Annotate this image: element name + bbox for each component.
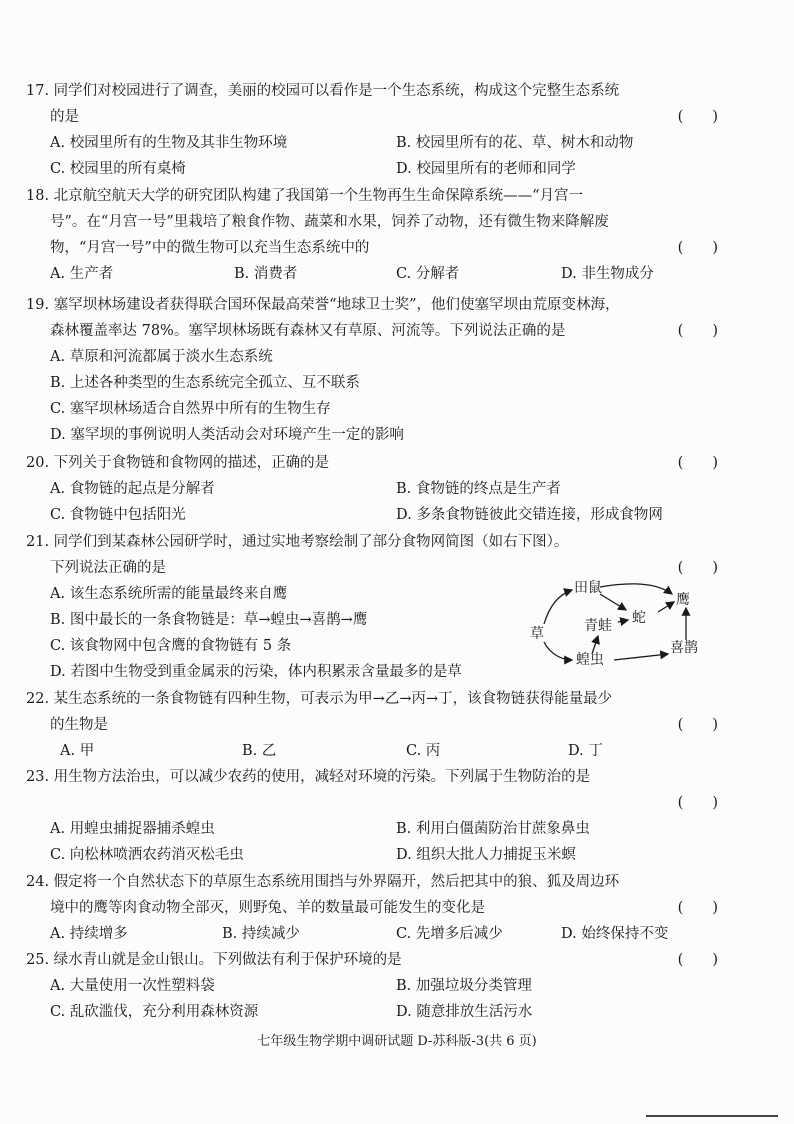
question-22-stem-line1: 22. 某生态系统的一条食物链有四种生物，可表示为甲→乙→丙→丁，该食物链获得能量最少 — [26, 691, 613, 707]
question-24-stem-line2 — [26, 895, 748, 921]
question-21-stem-line2-text: 下列说法正确的是 — [50, 560, 166, 576]
page-footer: 七年级生物学期中调研试题 D-苏科版-3(共 6 页) — [257, 1034, 537, 1049]
arrow-frog-snake — [618, 620, 628, 622]
arrow-grass-mouse — [544, 590, 572, 624]
option-b: B. 持续减少 — [222, 926, 300, 942]
answer-paren: ( ) — [677, 455, 718, 471]
option-c: C. 校园里的所有桌椅 — [50, 161, 186, 177]
arrow-mouse-snake — [600, 594, 626, 610]
option-c: C. 塞罕坝林场适合自然界中所有的生物生存 — [50, 401, 331, 417]
question-21-stem-line1: 21. 同学们到某森林公园研学时，通过实地考察绘制了部分食物网简图（如右下图）。 — [26, 534, 569, 550]
options-row — [26, 156, 748, 182]
question-19-stem-line2 — [26, 318, 748, 344]
option-a: A. 校园里所有的生物及其非生物环境 — [50, 135, 288, 151]
options-row — [26, 738, 748, 764]
question-23 — [26, 764, 748, 868]
question-24-stem-line1: 24. 假定将一个自然状态下的草原生态系统用围挡与外界隔开，然后把其中的狼、狐及周边环 — [26, 874, 620, 890]
option-c: C. 先增多后减少 — [396, 926, 503, 942]
answer-paren: ( ) — [677, 900, 718, 916]
question-17 — [26, 78, 748, 182]
food-web-diagram — [528, 574, 718, 684]
option-a: A. 食物链的起点是分解者 — [50, 481, 215, 497]
options-row — [26, 816, 748, 842]
option-a: A. 大量使用一次性塑料袋 — [50, 978, 215, 994]
option-c: C. 该食物网中包含鹰的食物链有 5 条 — [50, 638, 292, 654]
question-25 — [26, 947, 748, 1025]
node-snake: 蛇 — [632, 610, 646, 626]
option-c: C. 乱砍滥伐，充分利用森林资源 — [50, 1004, 259, 1020]
question-23-stem-line1: 23. 用生物方法治虫，可以减少农药的使用，减轻对环境的污染。下列属于生物防治的是 — [26, 769, 591, 785]
arrow-mouse-eagle — [600, 584, 672, 594]
option-d: D. 始终保持不变 — [561, 926, 669, 942]
options-row — [26, 476, 748, 502]
question-18-stem-line3 — [26, 235, 748, 261]
node-mouse: 田鼠 — [574, 580, 602, 596]
question-20-stem-text: 20. 下列关于食物链和食物网的描述，正确的是 — [26, 455, 330, 471]
option-b: B. 消费者 — [234, 266, 298, 282]
question-17-stem-line2 — [26, 104, 748, 130]
option-a: A. 该生态系统所需的能量最终来自鹰 — [50, 586, 288, 602]
option-d: D. 若图中生物受到重金属汞的污染，体内积累汞含量最多的是草 — [50, 664, 462, 680]
options-row — [26, 502, 748, 528]
question-19 — [26, 292, 748, 448]
question-23-paren-line — [26, 790, 748, 816]
option-c: C. 丙 — [406, 743, 441, 759]
option-b: B. 上述各种类型的生态系统完全孤立、互不联系 — [50, 375, 360, 391]
question-24 — [26, 869, 748, 947]
option-b: B. 加强垃圾分类管理 — [396, 978, 532, 994]
arrow-snake-eagle — [658, 602, 674, 612]
option-b: B. 校园里所有的花、草、树木和动物 — [396, 135, 634, 151]
answer-paren: ( ) — [677, 717, 718, 733]
node-grass: 草 — [530, 626, 544, 642]
node-eagle: 鹰 — [676, 592, 690, 608]
option-c: C. 食物链中包括阳光 — [50, 507, 186, 523]
answer-paren: ( ) — [677, 952, 718, 968]
question-19-stem-line2-text: 森林覆盖率达 78%。塞罕坝林场既有森林又有草原、河流等。下列说法正确的是 — [50, 323, 566, 339]
answer-paren: ( ) — [677, 323, 718, 339]
question-18-stem-line3-text: 物，“月宫一号”中的微生物可以充当生态系统中的 — [50, 240, 370, 256]
option-c: C. 分解者 — [396, 266, 460, 282]
option-b: B. 图中最长的一条食物链是：草→蝗虫→喜鹊→鹰 — [50, 612, 368, 628]
arrow-grass-locust — [544, 642, 572, 660]
options-row — [26, 130, 748, 156]
question-18 — [26, 183, 748, 287]
node-locust: 蝗虫 — [576, 652, 604, 668]
arrow-locust-magpie — [614, 654, 668, 660]
options-row — [26, 973, 748, 999]
option-d: D. 多条食物链彼此交错连接，形成食物网 — [396, 507, 663, 523]
question-22-stem-line2 — [26, 712, 748, 738]
question-25-stem-text: 25. 绿水青山就是金山银山。下列做法有利于保护环境的是 — [26, 952, 402, 968]
bottom-rule-line — [646, 1115, 778, 1117]
question-17-stem-line2-text: 的是 — [50, 109, 79, 125]
question-24-stem-line2-text: 境中的鹰等肉食动物全部灭，则野兔、羊的数量最可能发生的变化是 — [50, 900, 485, 916]
option-b: B. 食物链的终点是生产者 — [396, 481, 561, 497]
answer-paren: ( ) — [677, 560, 718, 576]
question-19-stem-line1: 19. 塞罕坝林场建设者获得联合国环保最高荣誉“地球卫士奖”，他们使塞罕坝由荒原变林海， — [26, 297, 620, 313]
options-row — [26, 921, 748, 947]
answer-paren: ( ) — [677, 795, 718, 811]
node-magpie: 喜鹊 — [670, 640, 698, 656]
option-b: B. 乙 — [242, 743, 277, 759]
options-row — [26, 842, 748, 868]
question-20 — [26, 450, 748, 528]
option-d: D. 随意排放生活污水 — [396, 1004, 533, 1020]
question-17-stem-line1: 17. 同学们对校园进行了调查，美丽的校园可以看作是一个生态系统，构成这个完整生态系统 — [26, 83, 620, 99]
option-d: D. 非生物成分 — [561, 266, 654, 282]
option-d: D. 校园里所有的老师和同学 — [396, 161, 576, 177]
option-a: A. 生产者 — [50, 266, 114, 282]
question-25-stem-line1 — [26, 947, 748, 973]
question-20-stem-line1 — [26, 450, 748, 476]
options-row — [26, 999, 748, 1025]
question-18-stem-line2: 号”。在“月宫一号”里栽培了粮食作物、蔬菜和水果，饲养了动物，还有微生物来降解废 — [50, 214, 609, 230]
question-22-stem-line2-text: 的生物是 — [50, 717, 108, 733]
answer-paren: ( ) — [677, 240, 718, 256]
option-a: A. 草原和河流都属于淡水生态系统 — [50, 349, 273, 365]
option-a: A. 持续增多 — [50, 926, 128, 942]
option-c: C. 向松林喷洒农药消灭松毛虫 — [50, 847, 244, 863]
option-d: D. 丁 — [568, 743, 603, 759]
question-18-stem-line1: 18. 北京航空航天大学的研究团队构建了我国第一个生物再生生命保障系统——“月宫一 — [26, 188, 584, 204]
option-a: A. 用蝗虫捕捉器捕杀蝗虫 — [50, 821, 215, 837]
option-d: D. 组织大批人力捕捉玉米螟 — [396, 847, 576, 863]
option-b: B. 利用白僵菌防治甘蔗象鼻虫 — [396, 821, 590, 837]
option-a: A. 甲 — [60, 743, 95, 759]
answer-paren: ( ) — [677, 109, 718, 125]
question-22 — [26, 686, 748, 764]
option-d: D. 塞罕坝的事例说明人类活动会对环境产生一定的影响 — [50, 427, 404, 443]
node-frog: 青蛙 — [584, 618, 612, 634]
options-row — [26, 261, 748, 287]
